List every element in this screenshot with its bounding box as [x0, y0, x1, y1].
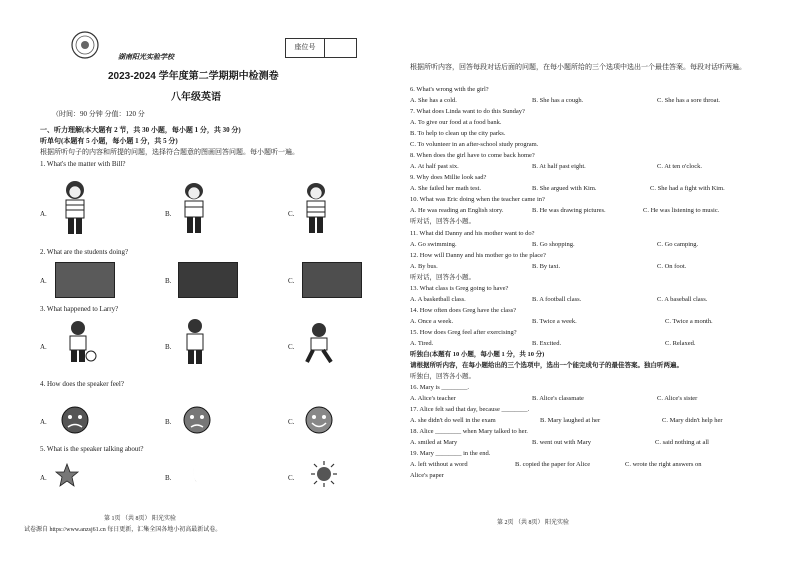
option-b: B. By taxi. — [532, 263, 561, 270]
question-15-stem: 15. How does Greg feel after exercising? — [410, 329, 517, 336]
option-label: C. — [288, 343, 295, 351]
option-label: B. — [165, 210, 172, 218]
boy-running-figure — [303, 322, 337, 364]
option-label: B. — [165, 343, 172, 351]
boy-stomachache-figure — [58, 180, 92, 238]
option-label: A. — [40, 418, 47, 426]
option-a: A. she didn't do well in the exam — [410, 417, 496, 424]
star-icon — [54, 462, 80, 488]
subject-title: 八年级英语 — [171, 92, 221, 103]
option-label: B. — [165, 418, 172, 426]
option-b: B. To help to clean up the city parks. — [410, 130, 506, 137]
option-b: B. A football class. — [532, 296, 582, 303]
option-label: C. — [288, 418, 295, 426]
option-label: B. — [165, 277, 172, 285]
option-label: C. — [288, 210, 295, 218]
option-label: C. — [288, 277, 295, 285]
question-4-stem: 4. How does the speaker feel? — [40, 380, 124, 388]
boy-toothache-figure — [300, 182, 332, 236]
dialogue-intro: 根据所听内容，回答每段对话后面的问题，在每小题所给的三个选项中选出一个最佳答案。每段对话听两遍。 — [410, 63, 746, 71]
option-c: C. To volunteer in an after-school study program. — [410, 141, 539, 148]
question-3-stem: 3. What happened to Larry? — [40, 305, 119, 313]
option-a-continued: Alice's paper — [410, 472, 444, 479]
part-a-heading: 听单句(本题有 5 小题，每小题 1 分，共 5 分) — [40, 137, 178, 145]
option-c: C. Relaxed. — [665, 340, 696, 347]
option-b: B. She argued with Kim. — [532, 185, 597, 192]
question-13-stem: 13. What class is Greg going to have? — [410, 285, 509, 292]
school-name: 湖南阳光实验学校 — [118, 53, 174, 61]
question-8-stem: 8. When does the girl have to come back home? — [410, 152, 535, 159]
option-a: A. At half past six. — [410, 163, 459, 170]
option-a: A. A basketball class. — [410, 296, 466, 303]
option-c: C. Mary didn't help her — [662, 417, 723, 424]
monologue-note: 听独白，回答各小题。 — [410, 373, 475, 380]
option-c: C. On foot. — [657, 263, 687, 270]
boy-bandaged-figure — [180, 318, 210, 366]
option-b: B. Twice a week. — [532, 318, 577, 325]
option-b: B. At half past eight. — [532, 163, 586, 170]
option-label: A. — [40, 277, 47, 285]
question-16-stem: 16. Mary is ________. — [410, 384, 470, 391]
question-11-stem: 11. What did Danny and his mother want to do? — [410, 230, 535, 237]
option-a: A. Tired. — [410, 340, 434, 347]
option-c: C. Go camping. — [657, 241, 699, 248]
option-a: A. left without a word — [410, 461, 468, 468]
option-c: C. He was listening to music. — [643, 207, 720, 214]
option-c: C. Twice a month. — [665, 318, 713, 325]
school-seal-icon — [68, 30, 102, 60]
question-6-stem: 6. What's wrong with the girl? — [410, 86, 489, 93]
option-b: B. went out with Mary — [532, 439, 592, 446]
question-12-stem: 12. How will Danny and his mother go to the place? — [410, 252, 546, 259]
question-18-stem: 18. Alice ________ when Mary talked to her. — [410, 428, 528, 435]
option-a: A. She has a cold. — [410, 97, 457, 104]
option-label: A. — [40, 343, 47, 351]
option-a: A. To give our food at a food bank. — [410, 119, 502, 126]
students-photo-c — [302, 262, 362, 298]
boy-headache-figure — [178, 182, 210, 236]
option-a: A. Alice's teacher — [410, 395, 456, 402]
option-b: B. She has a cough. — [532, 97, 584, 104]
option-c: C. She had a fight with Kim. — [650, 185, 725, 192]
monologue-instructions: 请根据所听内容，在每小题给出的三个选项中，选出一个能完成句子的最佳答案。独白听两遍。 — [410, 362, 683, 369]
part-a-instructions: 根据所听句子的内容和所提的问题，选择符合题意的图画回答问题。每小题听一遍。 — [40, 148, 299, 156]
option-c: C. A baseball class. — [657, 296, 708, 303]
question-1-stem: 1. What's the matter with Bill? — [40, 160, 126, 168]
option-b: B. copied the paper for Alice — [515, 461, 591, 468]
question-2-stem: 2. What are the students doing? — [40, 248, 129, 256]
option-c: C. wrote the right answers on — [625, 461, 702, 468]
section-listening-heading: 一、听力理解(本大题有 2 节，共 30 小题，每小题 1 分，共 30 分) — [40, 126, 241, 134]
option-b: B. Alice's classmate — [532, 395, 584, 402]
left-page-footer: 第 1页 （共 8页） 阳光实验 — [104, 516, 177, 522]
option-a: A. By bus. — [410, 263, 438, 270]
question-14-stem: 14. How often does Greg have the class? — [410, 307, 517, 314]
question-19-stem: 19. Mary ________ in the end. — [410, 450, 491, 457]
option-b: B. He was drawing pictures. — [532, 207, 606, 214]
option-b: B. Excited. — [532, 340, 562, 347]
happy-face-icon — [304, 405, 334, 435]
option-a: A. smiled at Mary — [410, 439, 458, 446]
source-note: 试卷源自 https://www.anzsj61.cn 每日更新，汇集全国各地小初高最新试卷。 — [24, 527, 222, 533]
listen-note: 听对话，回答各小题。 — [410, 274, 475, 281]
option-b: B. Mary laughed at her — [540, 417, 601, 424]
option-b: B. Go shopping. — [532, 241, 575, 248]
moon-icon — [192, 458, 214, 488]
listen-note: 听对话，回答各小题。 — [410, 218, 475, 225]
students-photo-a — [55, 262, 115, 298]
option-a: A. Once a week. — [410, 318, 454, 325]
option-c: C. She has a sore throat. — [657, 97, 721, 104]
option-label: A. — [40, 210, 47, 218]
seat-number-label: 座位号 — [286, 39, 325, 57]
option-a: A. She failed her math test. — [410, 185, 481, 192]
time-score: （时间：90 分钟 分值：120 分 — [52, 110, 145, 118]
option-c: C. Alice's sister — [657, 395, 698, 402]
sun-icon — [310, 460, 338, 488]
question-5-stem: 5. What is the speaker talking about? — [40, 445, 144, 453]
option-label: C. — [288, 474, 295, 482]
angry-face-icon — [60, 405, 90, 435]
sad-face-icon — [182, 405, 212, 435]
students-photo-b — [178, 262, 238, 298]
question-10-stem: 10. What was Eric doing when the teacher came in? — [410, 196, 545, 203]
question-9-stem: 9. Why does Millie look sad? — [410, 174, 487, 181]
question-17-stem: 17. Alice felt sad that day, because ________. — [410, 406, 530, 413]
seat-number-box — [285, 38, 357, 58]
option-a: A. He was reading an English story. — [410, 207, 504, 214]
option-label: A. — [40, 474, 47, 482]
option-c: C. At ten o'clock. — [657, 163, 703, 170]
exam-title: 2023-2024 学年度第二学期期中检测卷 — [108, 71, 279, 82]
boy-football-figure — [62, 320, 98, 364]
monologue-heading: 听独白(本题有 10 小题，每小题 1 分，共 10 分) — [410, 351, 545, 358]
option-a: A. Go swimming. — [410, 241, 457, 248]
option-label: B. — [165, 474, 172, 482]
right-page-footer: 第 2页 （共 8页） 阳光实验 — [497, 520, 570, 526]
option-c: C. said nothing at all — [655, 439, 709, 446]
question-7-stem: 7. What does Linda want to do this Sunday? — [410, 108, 525, 115]
